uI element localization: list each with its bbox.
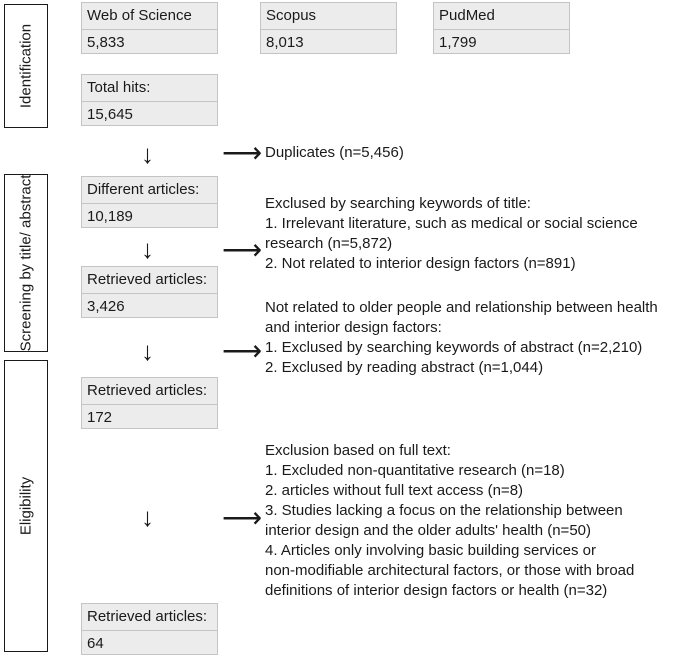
total-hits-count: 15,645 [87,106,133,123]
exclusion-line: definitions of interior design factors or health (n=32) [265,582,608,599]
down-arrow-icon: ↓ [141,139,154,169]
total-hits-box [81,74,218,126]
exclusion-line: 2. Exclused by reading abstract (n=1,044) [265,359,544,376]
duplicates-line: Duplicates (n=5,456) [265,144,404,161]
source-box-web-of-science [81,2,218,54]
source-box-pudmed [433,2,570,54]
exclusion-line: and interior design factors: [265,319,442,336]
phase-screening [4,174,48,352]
different-articles-count: 10,189 [87,208,133,225]
total-hits-label: Total hits: [82,75,217,102]
exclusion-line: 1. Irrelevant literature, such as medical or social science [265,215,638,232]
retrieved-articles-count: 64 [87,635,104,652]
right-arrow-icon: ⟶ [222,335,263,366]
exclusion-line: research (n=5,872) [265,235,393,252]
exclusion-line: 3. Studies lacking a focus on the relationship between [265,502,623,519]
exclusion-line: 2. Not related to interior design factors (n=891) [265,255,576,272]
different-articles-box [81,176,218,228]
retrieved-articles-box-3 [81,603,218,655]
exclusion-line: interior design and the older adults' health (n=50) [265,522,591,539]
source-label: Web of Science [82,3,217,30]
abstract-exclusion-text [265,298,683,378]
right-arrow-icon: ⟶ [222,502,263,533]
source-label: PudMed [434,3,569,30]
retrieved-articles-label: Retrieved articles: [82,378,217,405]
source-count: 5,833 [87,34,125,51]
retrieved-articles-count: 172 [87,409,113,426]
exclusion-line: 2. articles without full text access (n=8) [265,482,524,499]
phase-identification [4,4,48,128]
exclusion-line: Not related to older people and relationship between health [265,299,658,316]
retrieved-articles-label: Retrieved articles: [82,267,217,294]
fulltext-exclusion-text [265,441,683,601]
exclusion-line: 4. Articles only involving basic building services or [265,542,596,559]
exclusion-line: Exclusion based on full text: [265,442,451,459]
phase-identification-label: Identification [17,23,35,109]
source-box-scopus [260,2,397,54]
source-count: 1,799 [439,34,477,51]
down-arrow-icon: ↓ [141,336,154,366]
retrieved-articles-box-1 [81,266,218,318]
exclusion-line: non-modifiable architectural factors, or those with broad [265,562,635,579]
title-exclusion-text [265,194,683,274]
retrieved-articles-count: 3,426 [87,298,125,315]
right-arrow-icon: ⟶ [222,234,263,265]
right-arrow-icon: ⟶ [222,137,263,168]
different-articles-label: Different articles: [82,177,217,204]
phase-screening-label: Screening by title/ abstract [17,174,35,352]
phase-eligibility [4,360,48,652]
down-arrow-icon: ↓ [141,234,154,264]
duplicates-text [265,143,683,163]
source-label: Scopus [261,3,396,30]
exclusion-line: 1. Excluded non-quantitative research (n=18) [265,462,565,479]
retrieved-articles-label: Retrieved articles: [82,604,217,631]
retrieved-articles-box-2 [81,377,218,429]
source-count: 8,013 [266,34,304,51]
exclusion-line: Exclused by searching keywords of title: [265,195,531,212]
down-arrow-icon: ↓ [141,502,154,532]
exclusion-line: 1. Exclused by searching keywords of abstract (n=2,210) [265,339,643,356]
phase-eligibility-label: Eligibility [17,476,35,536]
